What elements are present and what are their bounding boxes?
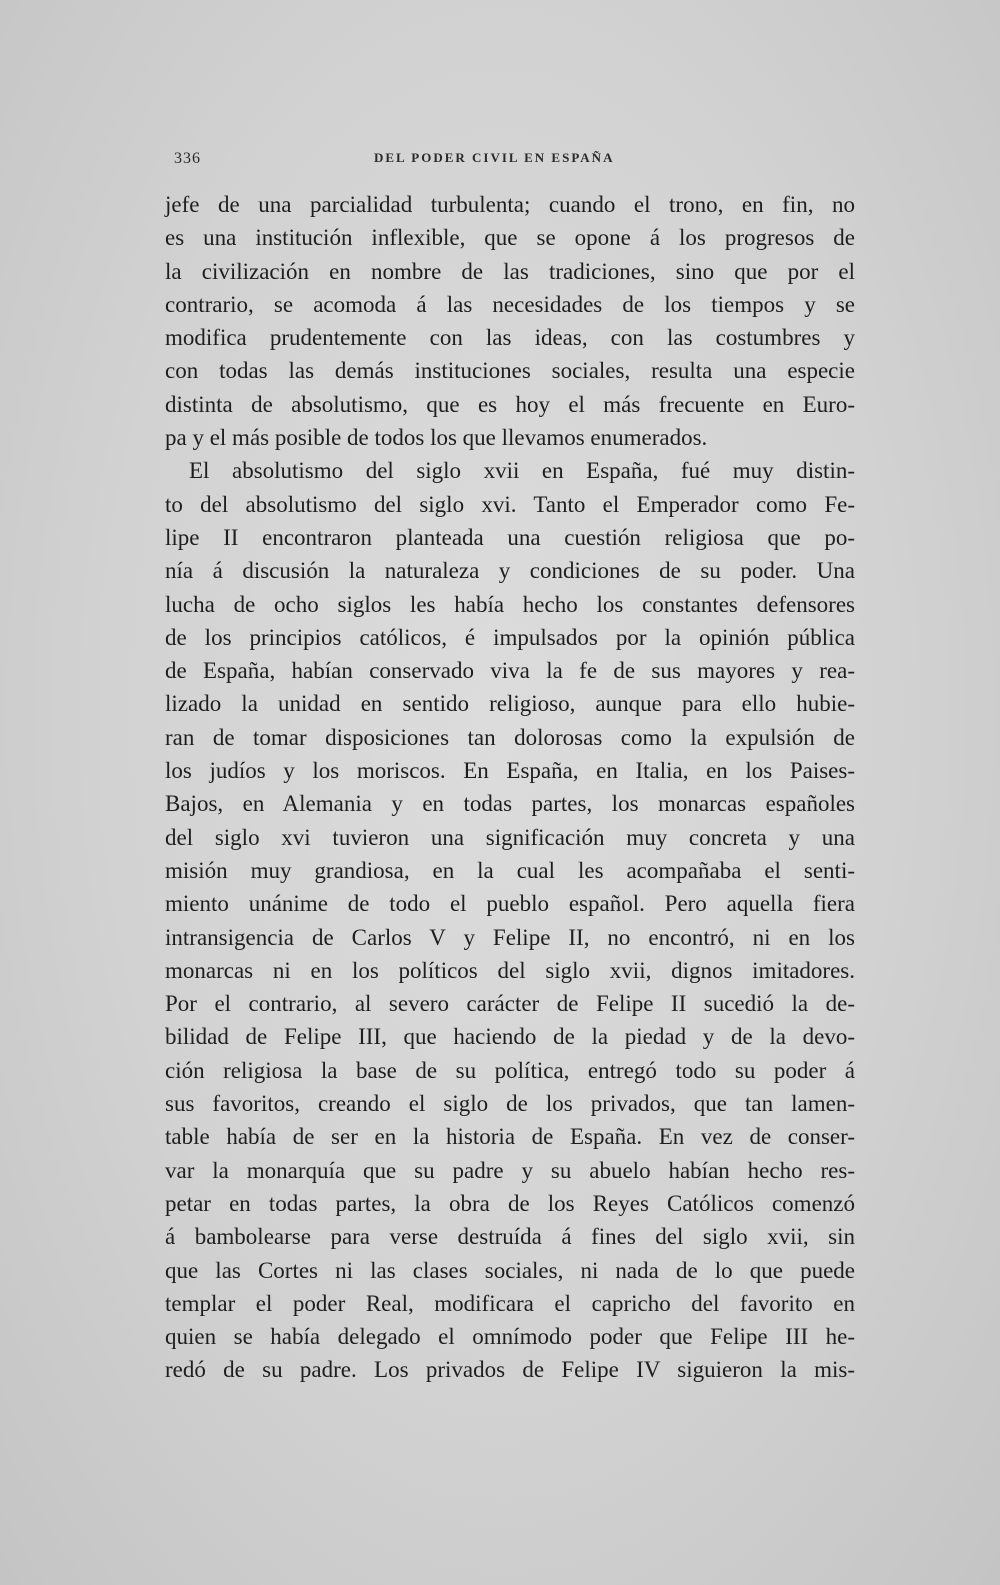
text-line: modifica prudentemente con las ideas, con las costumbres y — [165, 325, 855, 351]
text-line: Por el contrario, al severo carácter de Felipe II sucedió la de- — [165, 991, 855, 1017]
text-line: lipe II encontraron planteada una cuestión religiosa que po- — [165, 524, 855, 550]
text-line: redó de su padre. Los privados de Felipe IV siguieron la mis- — [165, 1357, 855, 1383]
text-line: de los principios católicos, é impulsados por la opinión pública — [165, 624, 855, 650]
text-line: misión muy grandiosa, en la cual les acompañaba el senti- — [165, 857, 855, 883]
text-line: jefe de una parcialidad turbulenta; cuando el trono, en fin, no — [165, 192, 855, 217]
text-line: contrario, se acomoda á las necesidades de los tiempos y se — [165, 291, 855, 317]
text-line: bilidad de Felipe III, que haciendo de la piedad y de la devo- — [165, 1024, 855, 1050]
text-line: petar en todas partes, la obra de los Reyes Católicos comenzó — [165, 1190, 855, 1216]
text-line: to del absolutismo del siglo xvi. Tanto el Emperador como Fe- — [165, 491, 855, 517]
text-line: á bambolearse para verse destruída á fines del siglo xvii, sin — [165, 1224, 855, 1250]
body-text — [165, 188, 855, 1387]
text-line: con todas las demás instituciones sociales, resulta una especie — [165, 358, 855, 384]
text-line: que las Cortes ni las clases sociales, ni nada de lo que puede — [165, 1257, 855, 1283]
text-line: Bajos, en Alemania y en todas partes, los monarcas españoles — [165, 791, 855, 817]
text-line: la civilización en nombre de las tradiciones, sino que por el — [165, 258, 855, 284]
text-line: monarcas ni en los políticos del siglo xvii, dignos imitadores. — [165, 957, 855, 983]
text-line: templar el poder Real, modificara el capricho del favorito en — [165, 1290, 855, 1316]
text-line: table había de ser en la historia de España. En vez de conser- — [165, 1124, 855, 1150]
text-line: ran de tomar disposiciones tan dolorosas como la expulsión de — [165, 724, 855, 750]
page-header — [174, 150, 854, 174]
running-head: DEL PODER CIVIL EN ESPAÑA — [374, 150, 615, 165]
text-line: es una institución inflexible, que se opone á los progresos de — [165, 225, 855, 251]
text-line: sus favoritos, creando el siglo de los privados, que tan lamen- — [165, 1091, 855, 1117]
text-line: intransigencia de Carlos V y Felipe II, no encontró, ni en los — [165, 924, 855, 950]
page-number: 336 — [174, 150, 201, 167]
text-line: de España, habían conservado viva la fe de sus mayores y rea- — [165, 658, 855, 684]
text-line: quien se había delegado el omnímodo poder que Felipe III he- — [165, 1324, 855, 1350]
text-line: pa y el más posible de todos los que llevamos enumerados. — [165, 425, 708, 451]
text-line: ción religiosa la base de su política, entregó todo su poder á — [165, 1057, 855, 1083]
text-line: lizado la unidad en sentido religioso, aunque para ello hubie- — [165, 691, 855, 717]
text-line: nía á discusión la naturaleza y condiciones de su poder. Una — [165, 558, 855, 584]
text-line: var la monarquía que su padre y su abuelo habían hecho res- — [165, 1157, 855, 1183]
text-line: miento unánime de todo el pueblo español. Pero aquella fiera — [165, 891, 855, 917]
text-line: del siglo xvi tuvieron una significación muy concreta y una — [165, 824, 855, 850]
text-line: El absolutismo del siglo xvii en España, fué muy distin- — [189, 458, 855, 484]
text-line: los judíos y los moriscos. En España, en Italia, en los Paises- — [165, 758, 855, 784]
text-line: lucha de ocho siglos les había hecho los constantes defensores — [165, 591, 855, 617]
text-line: distinta de absolutismo, que es hoy el más frecuente en Euro- — [165, 391, 855, 417]
